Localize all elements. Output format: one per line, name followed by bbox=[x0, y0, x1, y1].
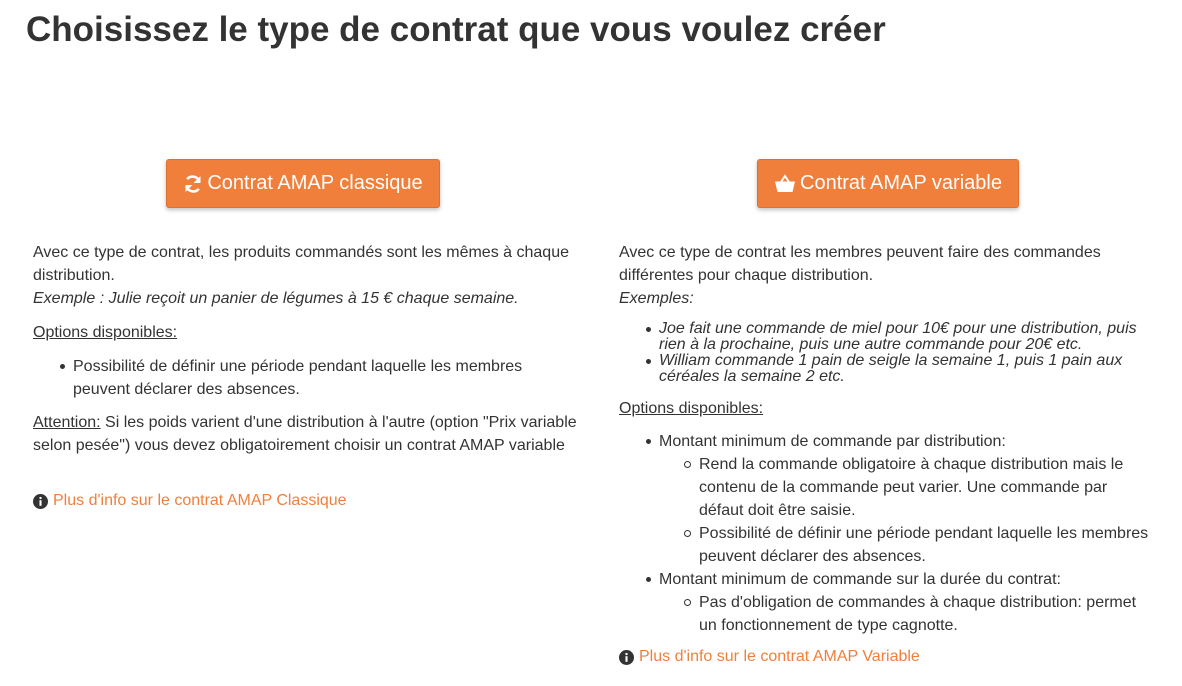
list-item: William commande 1 pain de seigle la semaine 1, puis 1 pain aux céréales la semaine 2 etc. bbox=[619, 353, 1144, 385]
variable-options-heading: Options disponibles: bbox=[619, 400, 764, 417]
classic-options-heading: Options disponibles: bbox=[33, 324, 178, 341]
sublist bbox=[619, 453, 1164, 568]
classic-info-link-label: Plus d'info sur le contrat AMAP Classique bbox=[53, 492, 347, 509]
classic-example: Exemple : Julie reçoit un panier de légumes à 15 € chaque semaine. bbox=[33, 290, 519, 307]
variable-description: Avec ce type de contrat les membres peuvent faire des commandes différentes pour chaque distribution. bbox=[619, 244, 1101, 284]
classic-options-list bbox=[33, 355, 543, 401]
info-icon bbox=[619, 650, 634, 665]
variable-info-link-label: Plus d'info sur le contrat AMAP Variable bbox=[639, 648, 920, 665]
page-title: Choisissez le type de contrat que vous voulez créer bbox=[26, 10, 886, 49]
variable-info-link[interactable] bbox=[619, 648, 920, 666]
variable-options-list bbox=[619, 430, 1164, 637]
attention-label: Attention: bbox=[33, 414, 101, 431]
list-item: Possibilité de définir une période pendant laquelle les membres peuvent déclarer des absences. bbox=[619, 522, 1164, 568]
classic-description: Avec ce type de contrat, les produits commandés sont les mêmes à chaque distribution. bbox=[33, 244, 569, 284]
classic-info-link[interactable] bbox=[33, 492, 347, 510]
attention-text: Si les poids varient d'une distribution à l'autre (option "Prix variable selon pesée") vous devez obligatoirement choisir un contrat AMAP variable bbox=[33, 414, 577, 454]
info-icon bbox=[33, 494, 48, 509]
variable-examples-heading: Exemples: bbox=[619, 290, 694, 307]
list-item: Joe fait une commande de miel pour 10€ pour une distribution, puis rien à la prochaine, puis une autre commande pour 20€ etc. bbox=[619, 321, 1144, 353]
contrat-amap-classique-button[interactable] bbox=[166, 159, 440, 208]
list-item: Possibilité de définir une période pendant laquelle les membres peuvent déclarer des absences. bbox=[33, 355, 543, 401]
contrat-amap-classique-label: Contrat AMAP classique bbox=[207, 172, 423, 194]
list-item: Montant minimum de commande par distribution: bbox=[619, 430, 1164, 453]
sublist bbox=[619, 591, 1164, 637]
classic-attention bbox=[33, 411, 578, 457]
refresh-icon bbox=[183, 174, 203, 194]
contrat-amap-variable-button[interactable] bbox=[757, 159, 1019, 208]
basket-icon bbox=[774, 174, 796, 194]
contrat-amap-variable-label: Contrat AMAP variable bbox=[800, 172, 1002, 194]
list-item: Rend la commande obligatoire à chaque distribution mais le contenu de la commande peut varier. Une commande par défaut doit être saisie. bbox=[619, 453, 1164, 522]
list-item: Montant minimum de commande sur la durée du contrat: bbox=[619, 568, 1164, 591]
list-item: Pas d'obligation de commandes à chaque distribution: permet un fonctionnement de type cagnotte. bbox=[619, 591, 1164, 637]
variable-examples-list bbox=[619, 321, 1144, 385]
